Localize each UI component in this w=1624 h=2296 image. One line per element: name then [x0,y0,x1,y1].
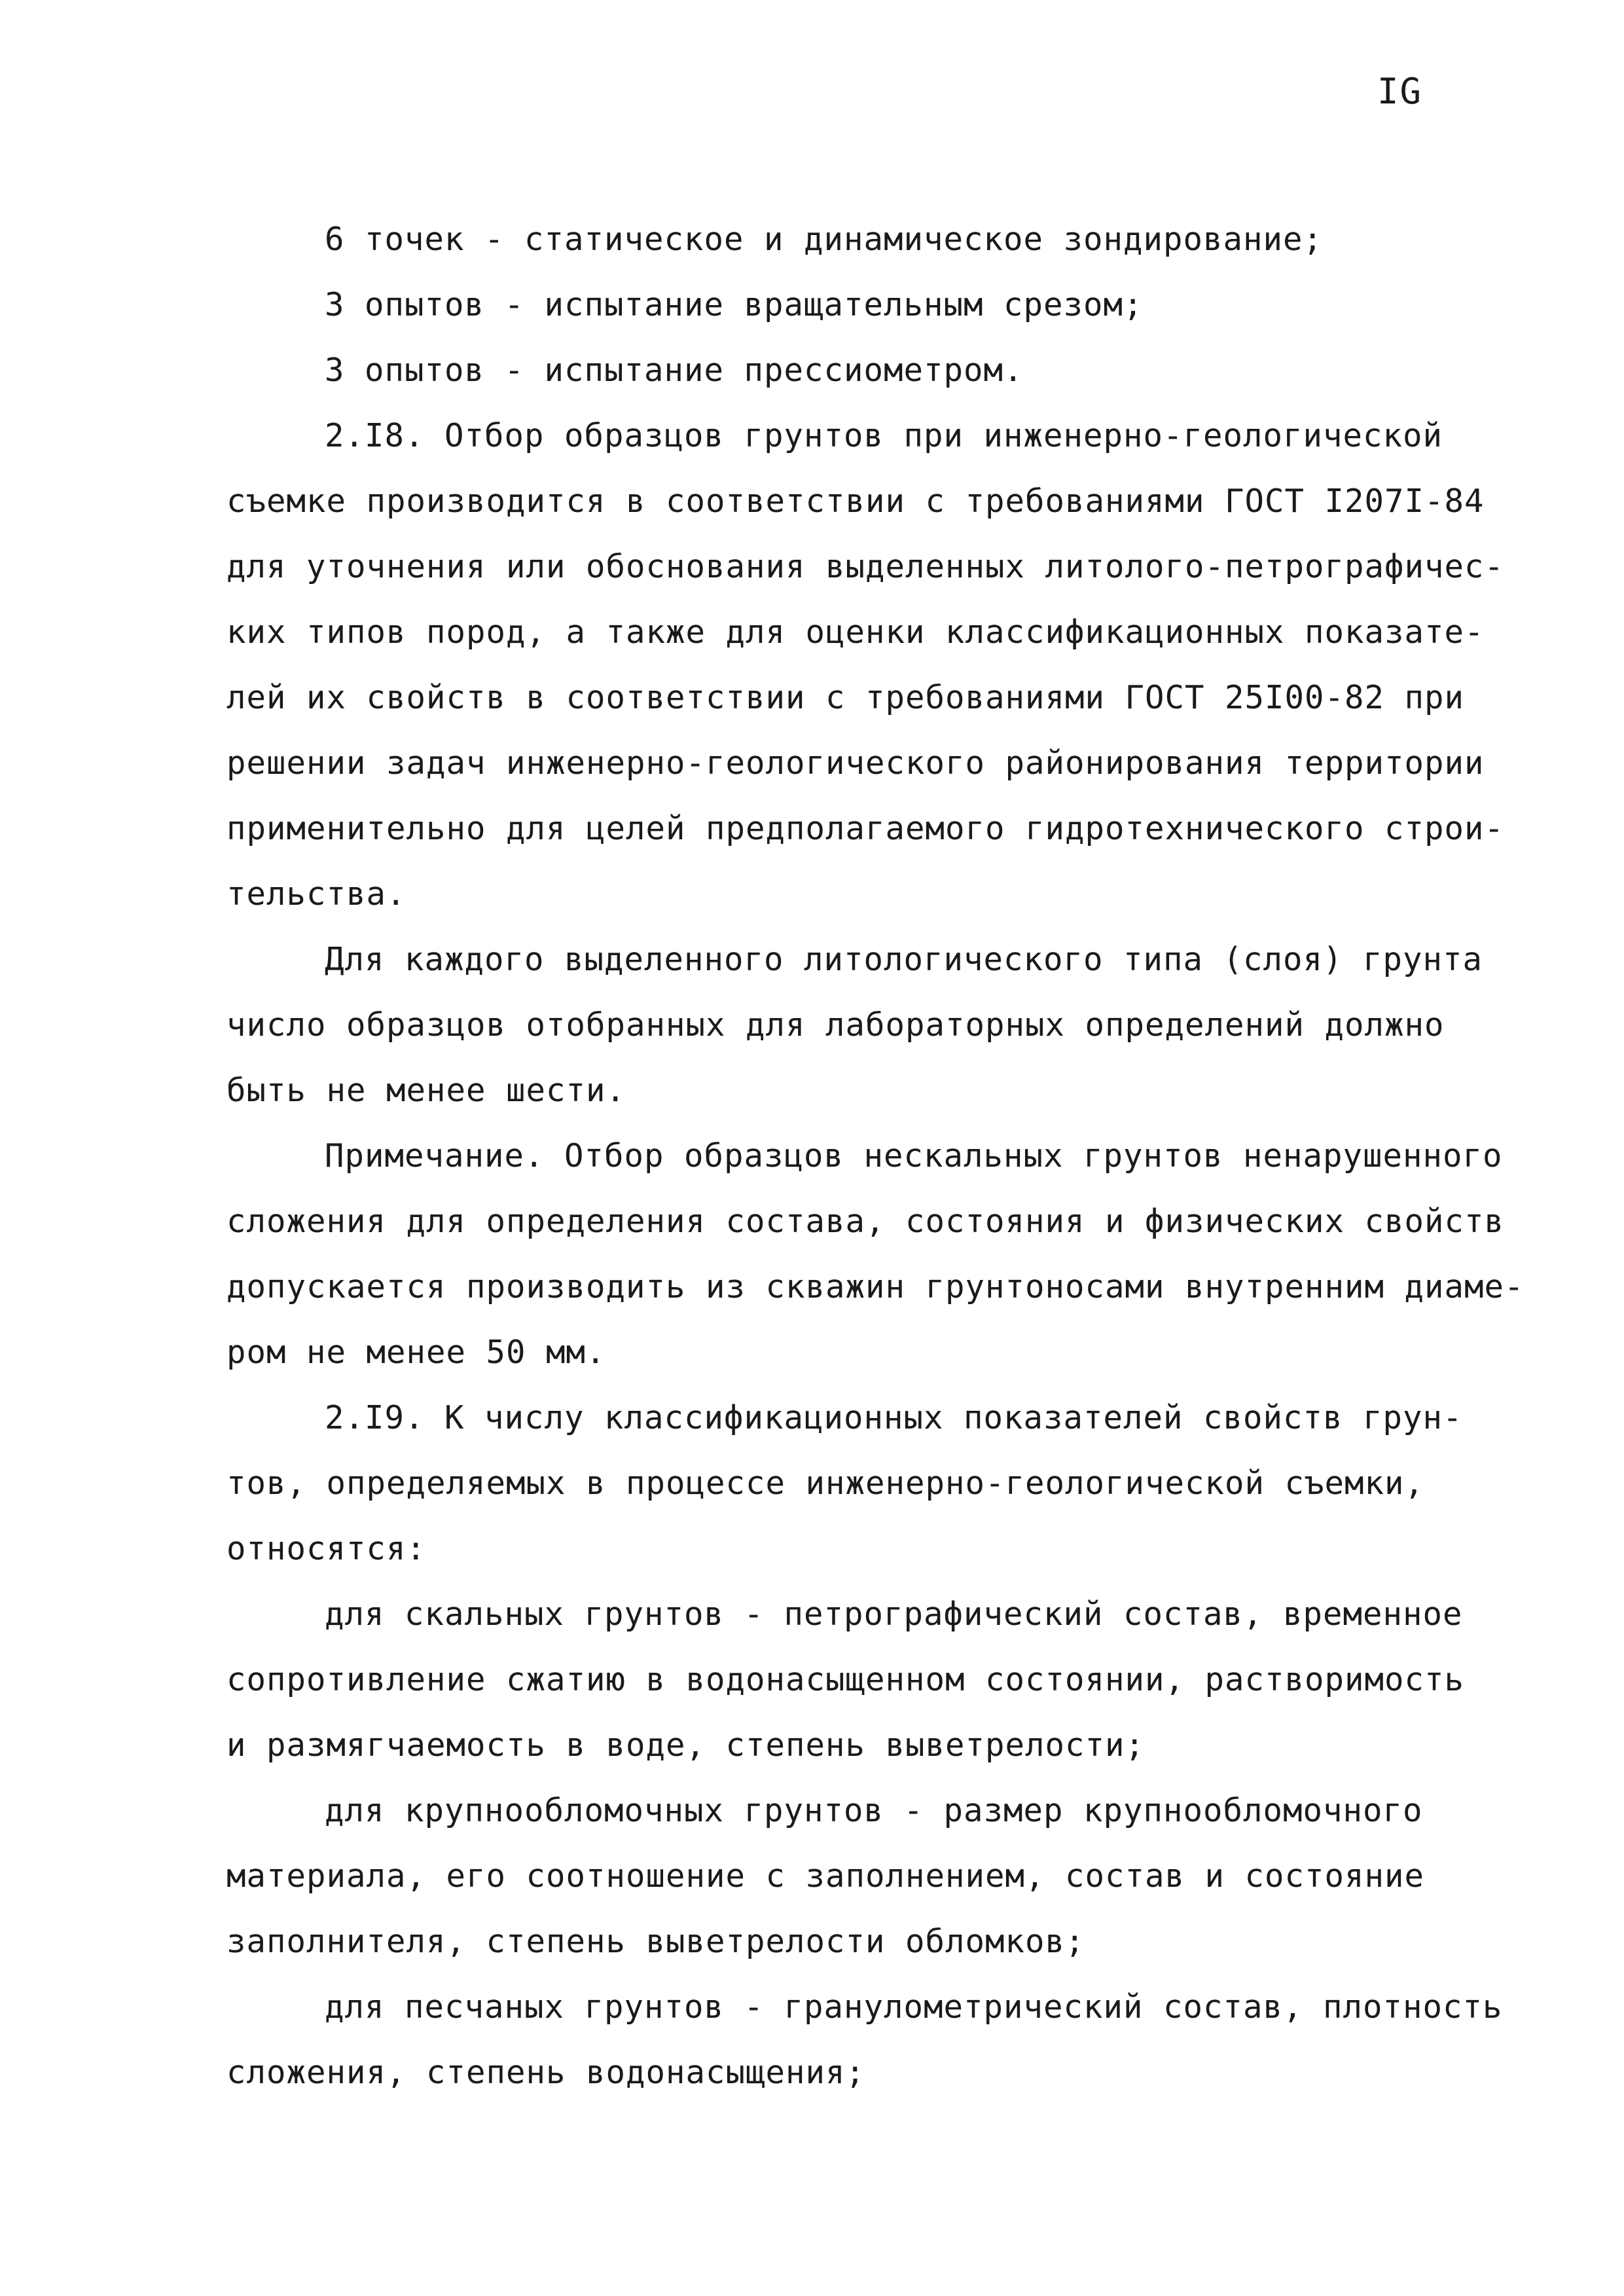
text-line-7: ких типов пород, а также для оценки классификационных показате- [226,613,1485,651]
text-line-14: быть не менее шести. [226,1072,626,1109]
text-line-25: для крупнообломочных грунтов - размер крупнообломочного [325,1792,1423,1829]
text-line-8: лей их свойств в соответствии с требованиями ГОСТ 25I00-82 при [226,679,1465,716]
text-line-27: заполнителя, степень выветрелости обломков; [226,1923,1085,1960]
text-line-1: 6 точек - статическое и динамическое зондирование; [325,221,1324,258]
text-line-5: съемке производится в соответствии с требованиями ГОСТ I207I-84 [226,483,1485,520]
text-line-15: Примечание. Отбор образцов нескальных грунтов ненарушенного [325,1137,1503,1175]
text-line-12: Для каждого выделенного литологического типа (слоя) грунта [325,941,1483,978]
text-line-6: для уточнения или обоснования выделенных литолого-петрографичес- [226,548,1505,585]
text-line-26: материала, его соотношение с заполнением, состав и состояние [226,1857,1425,1895]
text-line-3: 3 опытов - испытание прессиометром. [325,352,1024,389]
text-line-22: для скальных грунтов - петрографический состав, временное [325,1595,1463,1633]
text-line-17: допускается производить из скважин грунтоносами внутренним диаме- [226,1268,1525,1305]
text-line-24: и размягчаемость в воде, степень выветрелости; [226,1726,1146,1764]
text-line-21: относятся: [226,1530,427,1567]
text-line-11: тельства. [226,875,406,913]
text-line-10: применительно для целей предполагаемого гидротехнического строи- [226,810,1505,847]
text-line-18: ром не менее 50 мм. [226,1334,606,1371]
text-line-28: для песчаных грунтов - гранулометрический состав, плотность [325,1988,1503,2026]
text-line-9: решении задач инженерно-геологического районирования территории [226,744,1485,782]
text-line-29: сложения, степень водонасыщения; [226,2054,866,2091]
text-line-19: 2.I9. К числу классификационных показателей свойств грун- [325,1399,1463,1436]
text-line-20: тов, определяемых в процессе инженерно-геологической съемки, [226,1465,1425,1502]
text-line-4: 2.I8. Отбор образцов грунтов при инженерно-геологической [325,417,1443,454]
text-line-16: сложения для определения состава, состояния и физических свойств [226,1203,1505,1240]
text-line-23: сопротивление сжатию в водонасыщенном состоянии, растворимость [226,1661,1465,1698]
text-line-2: 3 опытов - испытание вращательным срезом; [325,286,1144,323]
text-line-13: число образцов отобранных для лабораторных определений должно [226,1006,1445,1044]
page-number: IG [1377,71,1423,112]
